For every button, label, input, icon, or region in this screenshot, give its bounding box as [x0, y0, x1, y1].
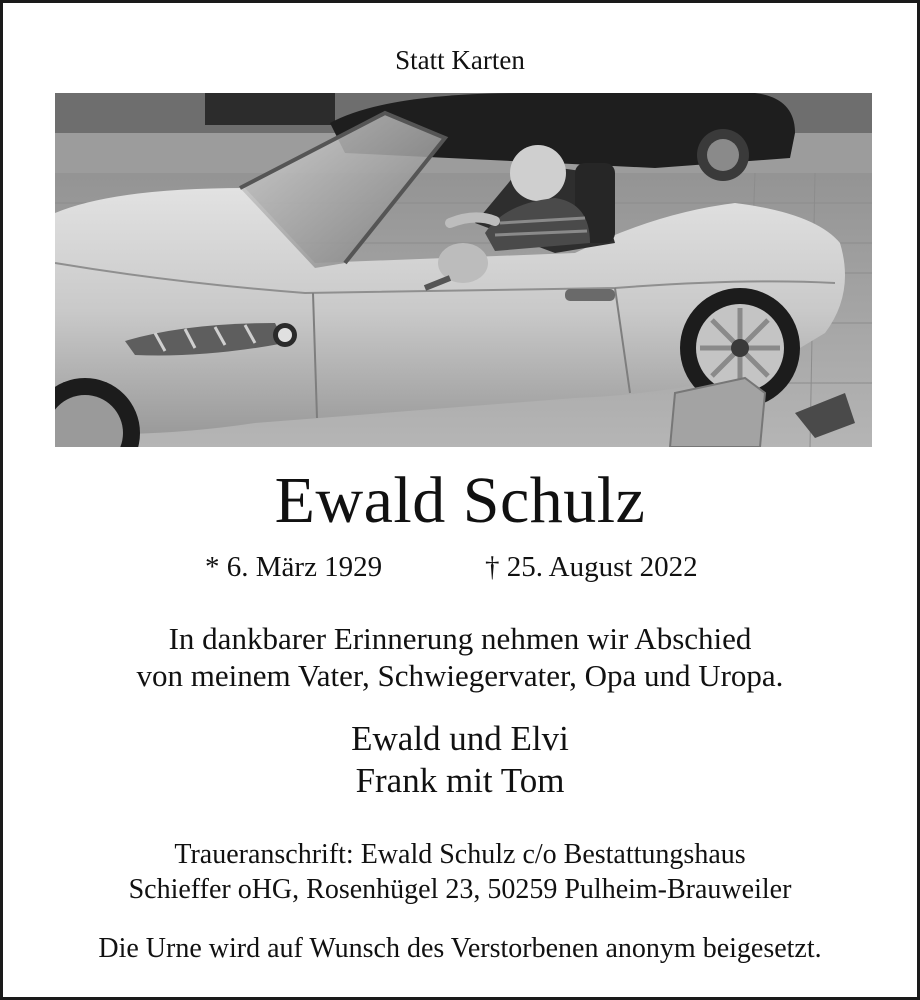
birth-date: * 6. März 1929 [205, 551, 383, 583]
family-line-1: Ewald und Elvi [351, 719, 569, 758]
life-dates [3, 551, 917, 591]
intro-line-2: von meinem Vater, Schwiegervater, Opa und Uropa. [136, 658, 784, 693]
family-line-2: Frank mit Tom [355, 761, 565, 800]
car-photo [55, 93, 872, 447]
intro-line-1: In dankbarer Erinnerung nehmen wir Abschied [168, 621, 752, 656]
address-line-1: Traueranschrift: Ewald Schulz c/o Bestattungshaus [174, 839, 746, 870]
deceased-name: Ewald Schulz [274, 464, 646, 537]
footer-note: Die Urne wird auf Wunsch des Verstorbenen anonym beigesetzt. [98, 933, 822, 964]
header-text: Statt Karten [395, 45, 525, 75]
death-date: † 25. August 2022 [485, 551, 698, 583]
address-line-2: Schieffer oHG, Rosenhügel 23, 50259 Pulheim-Brauweiler [128, 874, 792, 905]
